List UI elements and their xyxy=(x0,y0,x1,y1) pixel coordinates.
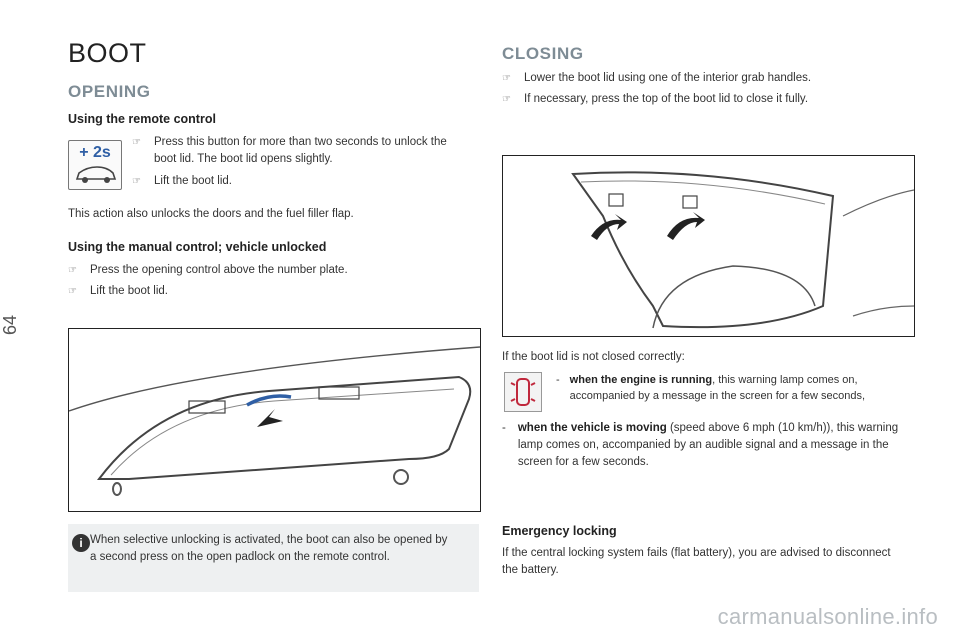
bullet-hand-icon: ☞ xyxy=(502,94,511,105)
remote-control-subheading: Using the remote control xyxy=(68,112,216,126)
list-item: ☞ Press the opening control above the number plate. xyxy=(68,262,468,279)
remote-bullets xyxy=(132,134,472,190)
bullet-hand-icon: ☞ xyxy=(68,286,77,297)
info-icon: i xyxy=(72,534,90,552)
bullet-hand-icon: ☞ xyxy=(68,265,77,276)
manual-control-subheading: Using the manual control; vehicle unlocked xyxy=(68,240,327,254)
boot-open-warning-lamp-icon xyxy=(504,372,542,412)
emergency-locking-text: If the central locking system fails (flat battery), you are advised to disconnect the battery. xyxy=(502,547,891,576)
watermark: carmanualsonline.info xyxy=(717,604,938,629)
list-item: ☞ Lift the boot lid. xyxy=(68,283,468,300)
bullet-hand-icon: ☞ xyxy=(132,176,141,187)
list-item: ☞ Press this button for more than two seconds to unlock the boot lid. The boot lid opens slightly. xyxy=(132,134,472,168)
engine-running-item: - when the engine is running, this warning lamp comes on, accompanied by a message in the screen for a few seconds, xyxy=(556,374,866,402)
emergency-locking-subheading: Emergency locking xyxy=(502,524,617,538)
boot-lid-closing-illustration xyxy=(502,155,915,337)
closing-bullets xyxy=(502,70,922,108)
vehicle-moving-item: - when the vehicle is moving (speed above 6 mph (10 km/h)), this warning lamp comes on, accompanied by an audible signal and a message in the screen for a few seconds. xyxy=(502,422,899,468)
list-item: ☞ If necessary, press the top of the boot lid to close it fully. xyxy=(502,91,922,108)
list-item: ☞ Lower the boot lid using one of the interior grab handles. xyxy=(502,70,922,87)
remote-key-icon xyxy=(68,140,122,190)
opening-heading: OPENING xyxy=(68,82,151,101)
note-text: When selective unlocking is activated, the boot can also be opened by a second press on the open padlock on the remote control. xyxy=(90,534,448,563)
bullet-hand-icon: ☞ xyxy=(502,73,511,84)
selective-unlocking-note xyxy=(68,524,479,592)
closing-heading: CLOSING xyxy=(502,44,584,63)
page-number: 64 xyxy=(0,314,20,336)
bullet-hand-icon: ☞ xyxy=(132,137,141,148)
page-title: BOOT xyxy=(68,38,147,68)
car-icon xyxy=(69,141,121,189)
list-item: ☞ Lift the boot lid. xyxy=(132,173,472,190)
not-closed-intro: If the boot lid is not closed correctly: xyxy=(502,351,685,363)
remote-after-text: This action also unlocks the doors and the fuel filler flap. xyxy=(68,208,354,220)
remote-duration-label: + 2s xyxy=(79,144,111,161)
boot-lid-interior-drawing xyxy=(503,156,914,336)
boot-opening-control-drawing xyxy=(69,329,480,511)
car-top-view-icon xyxy=(505,373,541,411)
opening-control-illustration xyxy=(68,328,481,512)
manual-bullets xyxy=(68,262,468,300)
